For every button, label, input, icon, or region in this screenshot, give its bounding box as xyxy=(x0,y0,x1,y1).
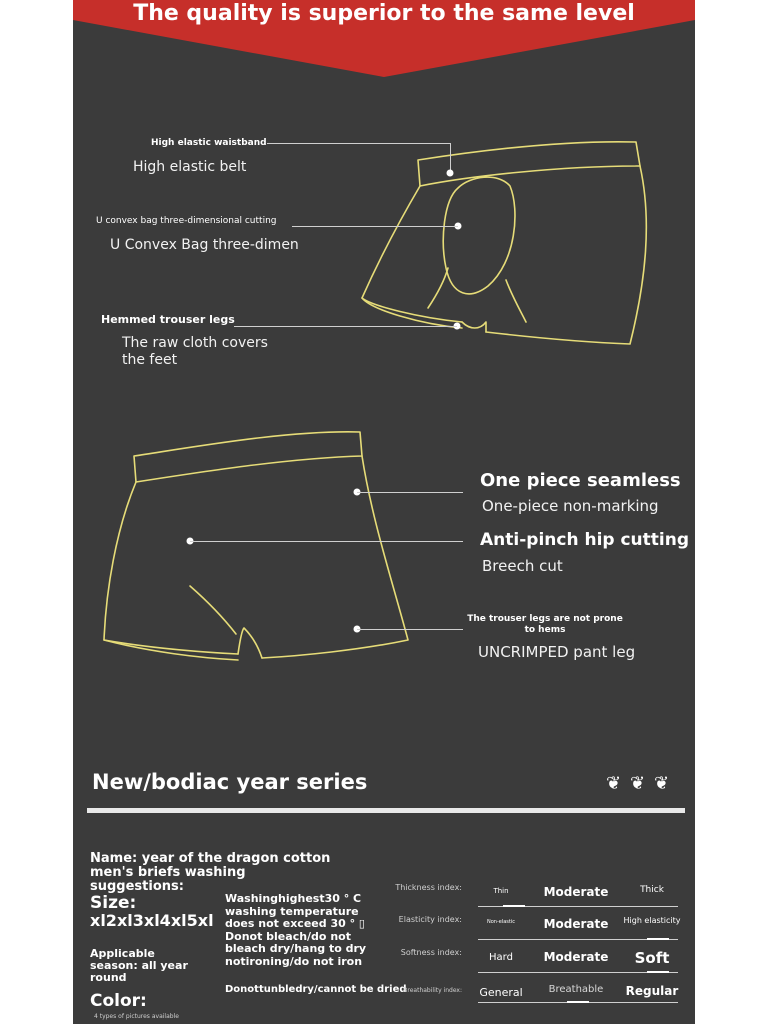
index-middle-value: Moderate xyxy=(543,885,609,899)
waistband-title: High elastic waistband xyxy=(151,138,267,148)
index-label: Breathability index: xyxy=(403,987,462,994)
bag-desc: U Convex Bag three-dimen xyxy=(110,237,299,253)
index-level-marker xyxy=(647,971,669,973)
bag-title: U convex bag three-dimensional cutting xyxy=(96,216,277,226)
seamless-title: One piece seamless xyxy=(480,470,681,491)
color-note: 4 types of pictures available xyxy=(94,1013,179,1020)
index-left-value: Non-elastic xyxy=(486,919,515,925)
legs-title: Hemmed trouser legs xyxy=(101,313,235,326)
index-middle-value: Moderate xyxy=(543,950,609,964)
legs-desc-2: the feet xyxy=(122,352,178,368)
hems-title: The trouser legs are not prone to hems xyxy=(467,614,623,635)
series-divider xyxy=(87,808,685,813)
hip-desc: Breech cut xyxy=(482,557,563,575)
waistband-desc: High elastic belt xyxy=(133,159,247,175)
maple-leaf-icon: ❦ xyxy=(606,773,622,794)
maple-leaf-icon: ❦ xyxy=(630,773,646,794)
maple-leaf-icon: ❦ xyxy=(654,773,670,794)
product-name: Name: year of the dragon cotton men's briefs washing suggestions: xyxy=(90,851,331,894)
index-right-value: High elasticity xyxy=(623,916,681,925)
hip-title: Anti-pinch hip cutting xyxy=(480,530,690,550)
washing-instructions: Washinghighest30 ° C washing temperature does not exceed 30 ° ▯ Donot bleach/do not bleach dry/hang to dry notironing/do not iron xyxy=(225,892,367,968)
index-level-marker xyxy=(567,1001,589,1003)
seamless-leader xyxy=(357,492,463,493)
index-middle-value: Breathable xyxy=(548,984,604,995)
hems-desc: UNCRIMPED pant leg xyxy=(478,643,636,661)
seamless-desc: One-piece non-marking xyxy=(482,497,659,515)
index-right-value: Soft xyxy=(634,949,670,967)
color-label: Color: xyxy=(90,991,147,1011)
index-label: Thickness index: xyxy=(395,883,462,892)
index-label: Softness index: xyxy=(400,948,462,957)
index-level-marker xyxy=(503,905,525,907)
index-left-value: General xyxy=(479,986,523,999)
index-level-marker xyxy=(647,938,669,940)
dry-note: Donottunbledry/cannot be dried xyxy=(225,984,407,995)
index-label: Elasticity index: xyxy=(398,915,462,924)
size-label: Size: xyxy=(90,893,137,913)
index-left-value: Thin xyxy=(493,887,509,895)
banner-title: The quality is superior to the same level xyxy=(133,1,635,26)
index-left-value: Hard xyxy=(489,952,513,963)
index-right-value: Thick xyxy=(640,885,664,895)
series-title: New/bodiac year series xyxy=(92,770,368,794)
index-right-value: Regular xyxy=(625,984,679,998)
hems-leader xyxy=(357,629,463,630)
size-value: xl2xl3xl4xl5xl xyxy=(90,911,214,930)
season: Applicable season: all year round xyxy=(90,947,188,984)
legs-desc-1: The raw cloth covers xyxy=(122,335,268,351)
index-middle-value: Moderate xyxy=(543,917,609,931)
hip-leader xyxy=(190,541,463,542)
